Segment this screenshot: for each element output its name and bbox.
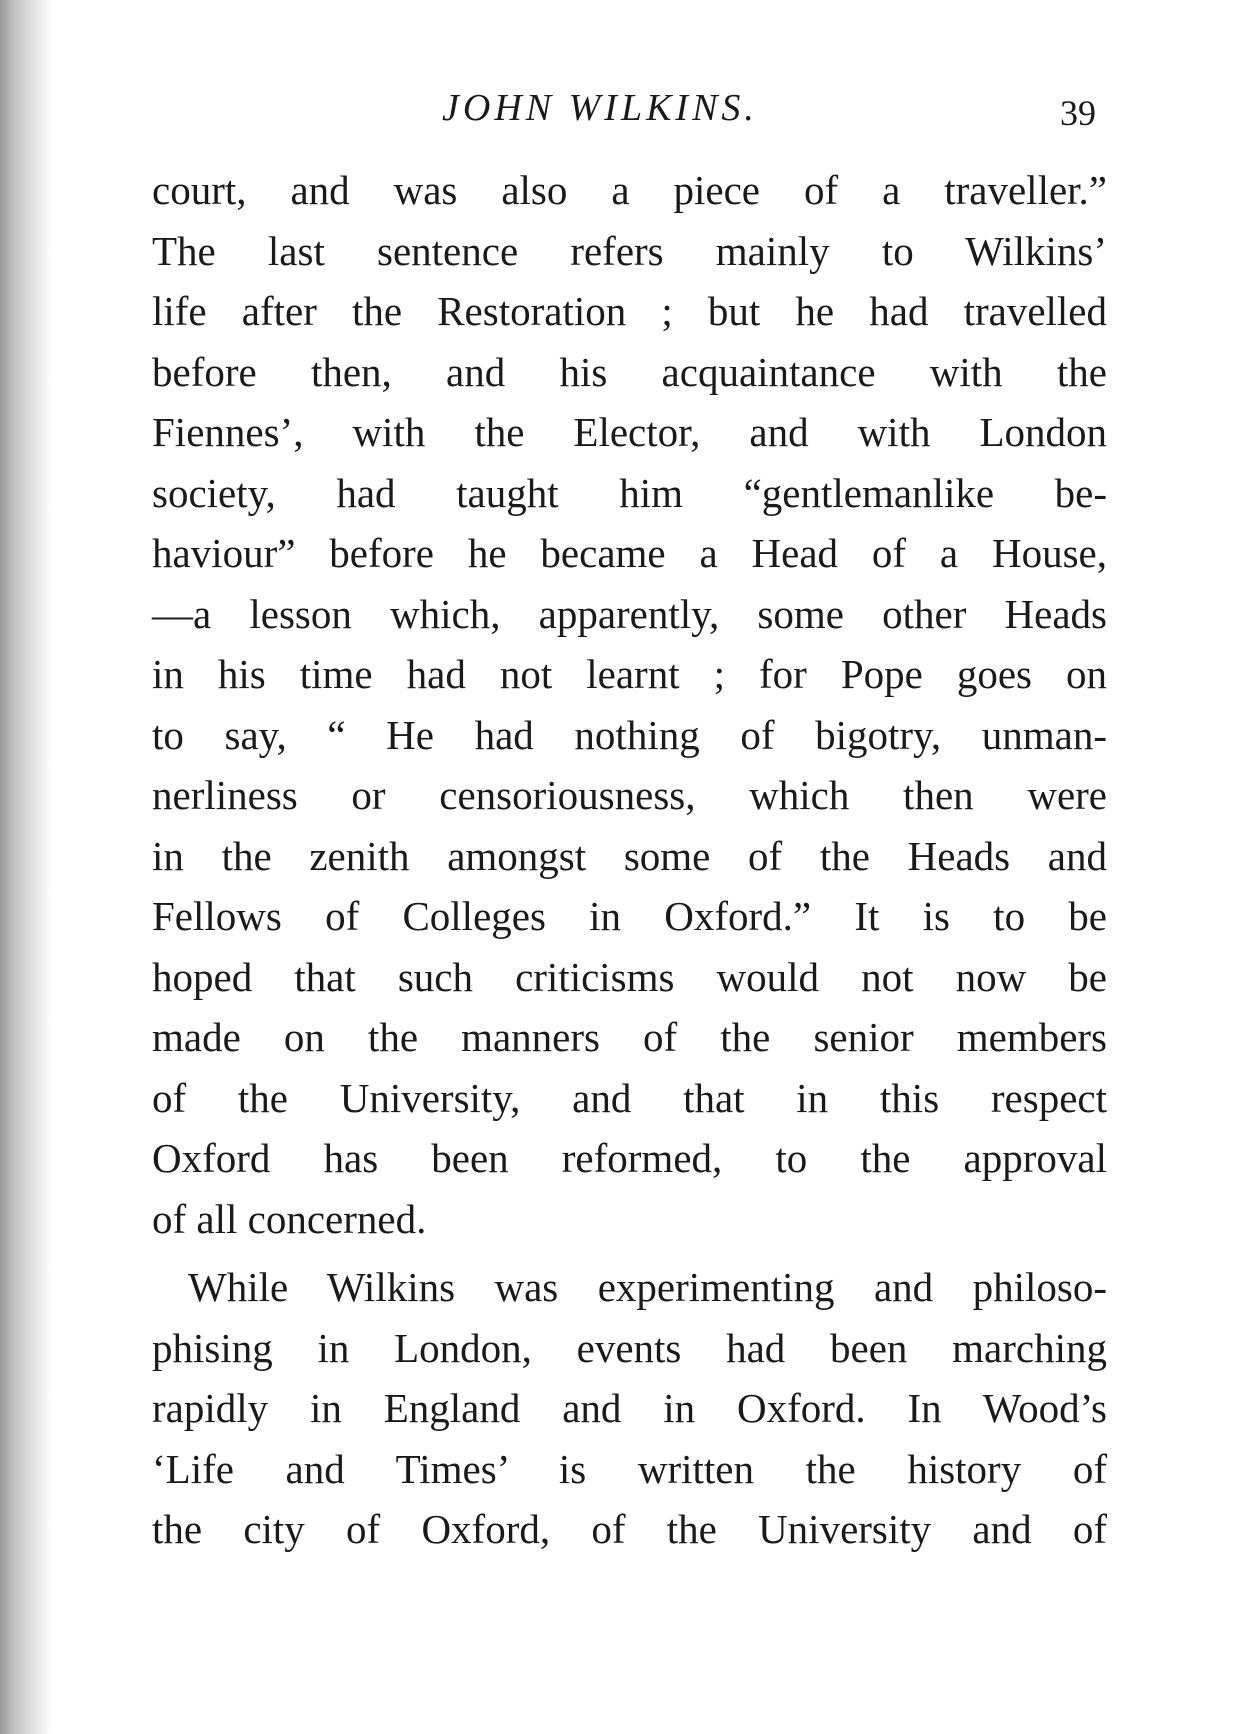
text-line: Fellows of Colleges in Oxford.” It is to be xyxy=(152,893,1107,939)
text-line: life after the Restoration ; but he had travelled xyxy=(152,288,1107,334)
text-line: ‘Life and Times’ is written the history of xyxy=(152,1445,1107,1492)
text-line: Fiennes’, with the Elector, and with London xyxy=(152,409,1107,455)
text-line: in the zenith amongst some of the Heads and xyxy=(152,832,1107,879)
text-line: nerliness or censoriousness, which then were xyxy=(152,772,1107,818)
page-number: 39 xyxy=(1060,93,1096,133)
text-line: hoped that such criticisms would not now be xyxy=(152,953,1107,1000)
text-line: before then, and his acquaintance with the xyxy=(152,348,1107,395)
text-line: rapidly in England and in Oxford. In Wood’s xyxy=(152,1385,1107,1431)
text-line: society, had taught him “gentlemanlike be- xyxy=(152,469,1107,516)
text-line: made on the manners of the senior members xyxy=(152,1014,1107,1060)
text-line: The last sentence refers mainly to Wilkins’ xyxy=(152,227,1107,274)
text-line: phising in London, events had been marching xyxy=(152,1324,1107,1371)
text-line: to say, “ He had nothing of bigotry, unman- xyxy=(152,711,1107,758)
text-line: the city of Oxford, of the University and of xyxy=(152,1506,1107,1552)
text-line: court, and was also a piece of a traveller.” xyxy=(152,167,1107,213)
page-edge-shadow xyxy=(0,0,52,1734)
running-title: JOHN WILKINS. xyxy=(442,87,758,129)
text-line: haviour” before he became a Head of a House, xyxy=(152,530,1107,576)
text-line: of all concerned. xyxy=(152,1195,427,1242)
text-line: of the University, and that in this respect xyxy=(152,1074,1107,1121)
paragraph-gap xyxy=(152,1249,1107,1257)
text-line: in his time had not learnt ; for Pope goes on xyxy=(152,651,1107,697)
text-line: Oxford has been reformed, to the approval xyxy=(152,1135,1107,1181)
body-text xyxy=(152,160,1107,1560)
text-line: While Wilkins was experimenting and philoso- xyxy=(188,1264,1107,1310)
text-line: —a lesson which, apparently, some other Heads xyxy=(152,590,1107,637)
